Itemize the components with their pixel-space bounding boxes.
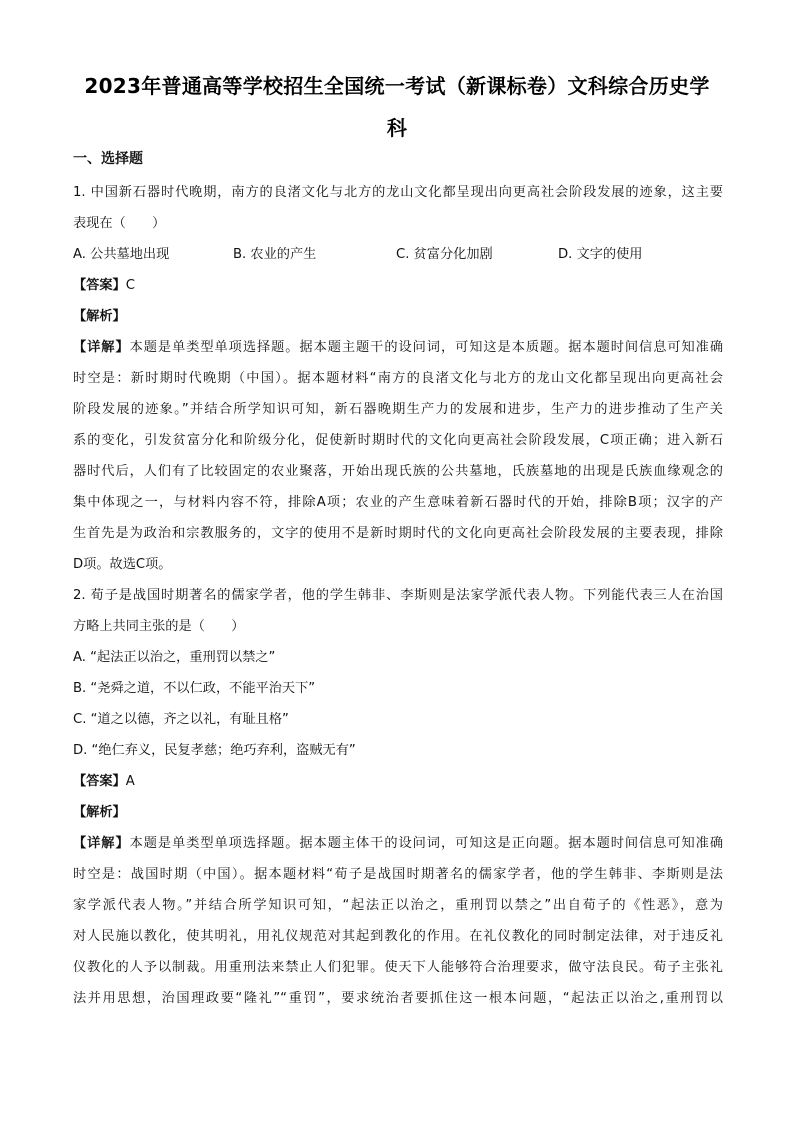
q1-stem-line-1: 1. 中国新石器时代晚期，南方的良渚文化与北方的龙山文化都呈现出向更高社会阶段发展的迹象，这主要: [73, 185, 723, 200]
document-title-continuation: 科: [386, 116, 408, 140]
q2-detail-line-4: 对人民施以教化，使其明礼，用礼仪规范对其起到教化的作用。在礼仪教化的同时制定法律，对于违反礼: [73, 929, 723, 944]
answer-value: A: [125, 774, 135, 789]
answer-tag: 【答案】: [73, 278, 126, 293]
q1-option-a: A. 公共墓地出现: [73, 247, 170, 262]
q1-answer: [73, 274, 135, 293]
detail-text: 本题是单类型单项选择题。据本题主体干的设问词，可知这是正向题。据本题时间信息可知准确: [129, 836, 723, 851]
answer-value: C: [125, 278, 135, 293]
q2-stem-line-2: 方略上共同主张的是（ ）: [73, 619, 245, 634]
detail-tag: 【详解】: [73, 836, 130, 851]
document-title: 2023年普通高等学校招生全国统一考试（新课标卷）文科综合历史学: [84, 74, 710, 98]
answer-tag: 【答案】: [73, 774, 126, 789]
q2-detail-line-2: 时空是：战国时期（中国）。据本题材料“荀子是战国时期著名的儒家学者，他的学生韩非、李斯则是法: [73, 867, 723, 882]
q1-detail-line-7: 生首先是为政治和宗教服务的，文字的使用不是新时期时代的文化向更高社会阶段发展的主要表现，排除: [73, 526, 723, 541]
q2-option-d: D. “绝仁弃义，民复孝慈；绝巧弃利，盗贼无有”: [73, 743, 356, 758]
q1-option-b: B. 农业的产生: [233, 247, 317, 262]
q1-stem-line-2: 表现在（ ）: [73, 216, 166, 231]
detail-tag: 【详解】: [73, 340, 130, 355]
q2-detail-line-6: 法并用思想，治国理政要“隆礼”“重罚”，要求统治者要抓住这一根本问题，“起法正以治之,重刑罚以: [73, 991, 723, 1006]
q1-option-c: C. 贫富分化加剧: [396, 247, 493, 262]
analysis-tag: 【解析】: [73, 309, 126, 324]
q1-option-d: D. 文字的使用: [558, 247, 643, 262]
q2-answer: [73, 770, 135, 789]
q1-detail-line-6: 集中体现之一，与材料内容不符，排除A项；农业的产生意味着新石器时代的开始，排除B项；汉字的产: [73, 495, 723, 510]
detail-text: 本题是单类型单项选择题。据本题主题干的设问词，可知这是本质题。据本题时间信息可知准确: [129, 340, 723, 355]
q2-analysis-heading: [73, 801, 126, 820]
q1-analysis-heading: [73, 305, 126, 324]
q1-detail-line-8: D项。故选C项。: [73, 557, 172, 572]
q1-detail-line-2: 时空是：新时期时代晚期（中国）。据本题材料“南方的良渚文化与北方的龙山文化都呈现出向更高社会: [73, 371, 723, 386]
q1-detail-line-3: 阶段发展的迹象。”并结合所学知识可知，新石器晚期生产力的发展和进步，生产力的进步推动了生产关: [73, 402, 723, 417]
q2-option-c: C. “道之以德，齐之以礼，有耻且格”: [73, 712, 289, 727]
q1-detail-line-1: [73, 336, 723, 355]
q2-option-a: A. “起法正以治之，重刑罚以禁之”: [73, 650, 276, 665]
q2-detail-line-3: 家学派代表人物。”并结合所学知识可知，“起法正以治之，重刑罚以禁之”出自荀子的《性恶》，意为: [73, 898, 723, 913]
q2-stem-line-1: 2. 荀子是战国时期著名的儒家学者，他的学生韩非、李斯则是法家学派代表人物。下列能代表三人在治国: [73, 588, 723, 603]
q1-detail-line-4: 系的变化，引发贫富分化和阶级分化，促使新时期时代的文化向更高社会阶段发展，C项正确；进入新石: [73, 433, 723, 448]
section-heading: 一、选择题: [73, 151, 143, 167]
q2-option-b: B. “尧舜之道，不以仁政，不能平治天下”: [73, 681, 316, 696]
q1-detail-line-5: 器时代后，人们有了比较固定的农业聚落，开始出现氏族的公共墓地，氏族墓地的出现是氏族血缘观念的: [73, 464, 723, 479]
q2-detail-line-5: 仪教化的人予以制裁。用重刑法来禁止人们犯罪。使天下人能够符合治理要求，做守法良民。荀子主张礼: [73, 960, 723, 975]
q2-detail-line-1: [73, 832, 723, 851]
analysis-tag: 【解析】: [73, 805, 126, 820]
